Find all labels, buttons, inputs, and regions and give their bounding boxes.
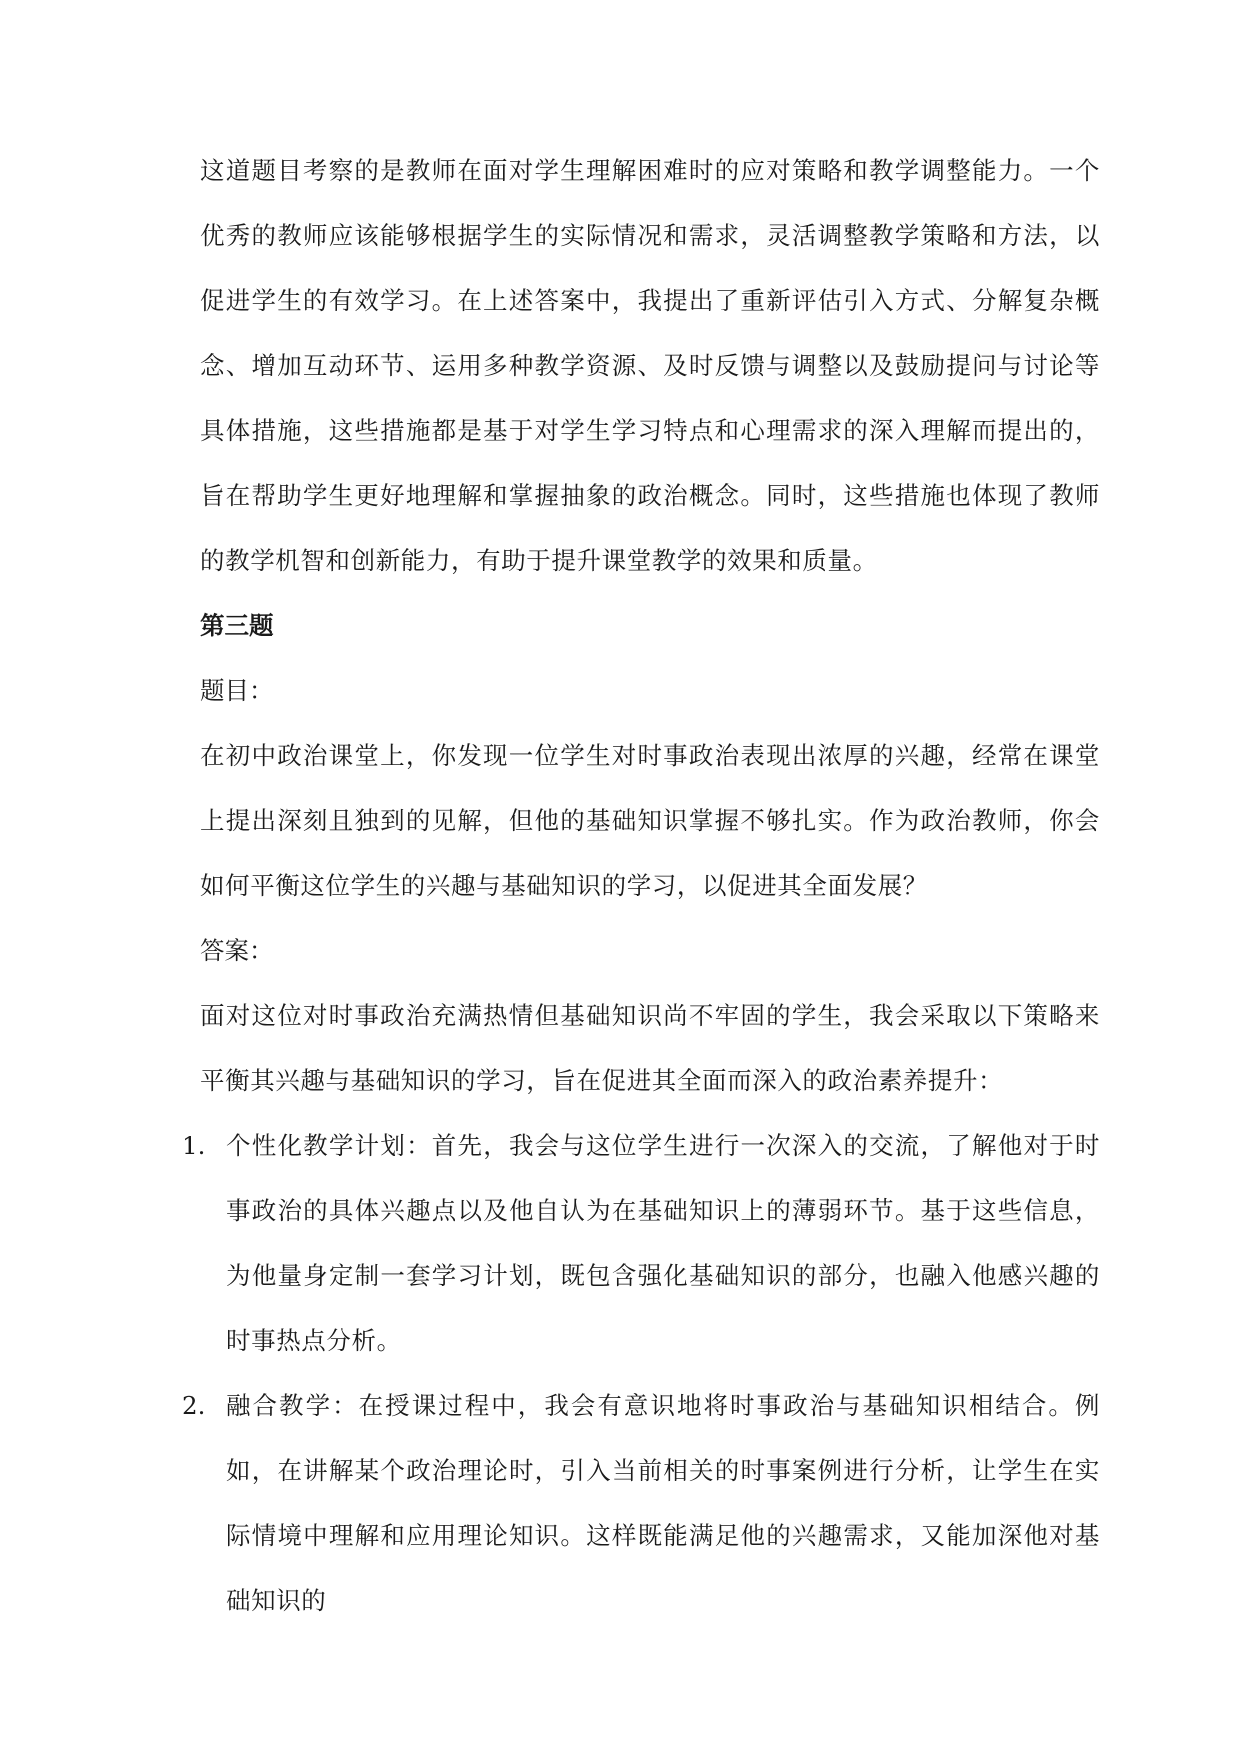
question-text: 在初中政治课堂上，你发现一位学生对时事政治表现出浓厚的兴趣，经常在课堂上提出深刻且独到的见解，但他的基础知识掌握不够扎实。作为政治教师，你会如何平衡这位学生的兴趣与基础知识的学习，以促进其全面发展？ — [200, 741, 1100, 900]
question-label: 题目： — [200, 676, 274, 705]
list-item-text: 融合教学：在授课过程中，我会有意识地将时事政治与基础知识相结合。例如，在讲解某个政治理论时，引入当前相关的时事案例进行分析，让学生在实际情境中理解和应用理论知识。这样既能满足他的兴趣需求，又能加深他对基础知识的 — [226, 1391, 1100, 1615]
answer-label: 答案： — [200, 936, 274, 965]
list-item-text: 个性化教学计划：首先，我会与这位学生进行一次深入的交流，了解他对于时事政治的具体兴趣点以及他自认为在基础知识上的薄弱环节。基于这些信息，为他量身定制一套学习计划，既包含强化基础知识的部分，也融入他感兴趣的时事热点分析。 — [226, 1131, 1100, 1355]
document-page — [182, 138, 1100, 1633]
answer-list — [182, 1113, 1100, 1633]
list-item — [182, 1373, 1100, 1633]
answer-intro: 面对这位对时事政治充满热情但基础知识尚不牢固的学生，我会采取以下策略来平衡其兴趣与基础知识的学习，旨在促进其全面而深入的政治素养提升： — [200, 1001, 1100, 1095]
section-heading: 第三题 — [200, 611, 274, 640]
list-item — [182, 1113, 1100, 1373]
list-item-number: 2. — [182, 1391, 206, 1420]
list-item-number: 1. — [182, 1131, 206, 1160]
intro-paragraph: 这道题目考察的是教师在面对学生理解困难时的应对策略和教学调整能力。一个优秀的教师应该能够根据学生的实际情况和需求，灵活调整教学策略和方法，以促进学生的有效学习。在上述答案中，我提出了重新评估引入方式、分解复杂概念、增加互动环节、运用多种教学资源、及时反馈与调整以及鼓励提问与讨论等具体措施，这些措施都是基于对学生学习特点和心理需求的深入理解而提出的，旨在帮助学生更好地理解和掌握抽象的政治概念。同时，这些措施也体现了教师的教学机智和创新能力，有助于提升课堂教学的效果和质量。 — [200, 156, 1100, 575]
